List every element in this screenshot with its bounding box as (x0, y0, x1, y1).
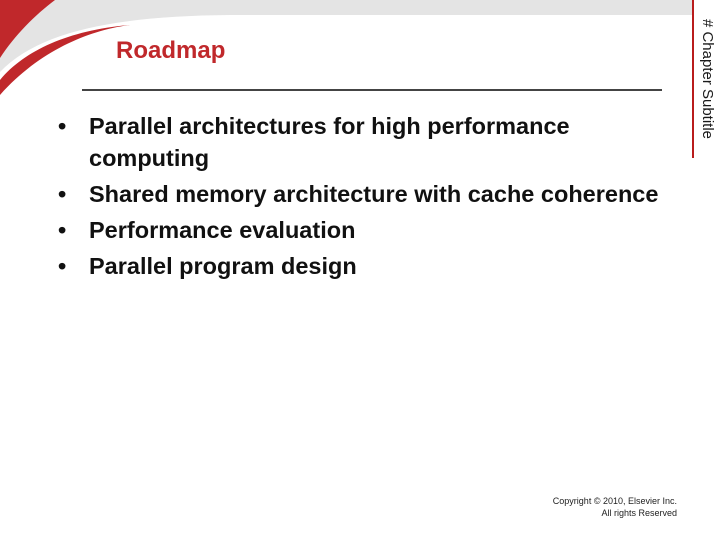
bullet-marker: • (58, 217, 67, 243)
bullet-item (58, 214, 678, 246)
bullet-text: Parallel architectures for high performance computing (89, 113, 570, 171)
swoosh-light-band (0, 0, 720, 72)
bullet-item (58, 178, 678, 210)
bullet-item (58, 250, 678, 282)
chapter-subtitle: # Chapter Subtitle (699, 18, 716, 140)
bullet-list (58, 110, 678, 286)
bullet-item (58, 110, 678, 174)
bullet-marker: • (58, 113, 67, 139)
bullet-marker: • (58, 181, 67, 207)
copyright-notice (553, 495, 677, 519)
bullet-text: Performance evaluation (89, 217, 356, 243)
header-swoosh-decoration (0, 0, 720, 120)
chapter-subtitle-container (694, 0, 720, 158)
slide-title: Roadmap (116, 37, 226, 64)
copyright-line-2: All rights Reserved (601, 508, 677, 518)
bullet-text: Parallel program design (89, 253, 357, 279)
bullet-text: Shared memory architecture with cache coherence (89, 181, 659, 207)
copyright-line-1: Copyright © 2010, Elsevier Inc. (552, 496, 677, 506)
bullet-marker: • (58, 253, 67, 279)
title-divider (82, 89, 662, 91)
